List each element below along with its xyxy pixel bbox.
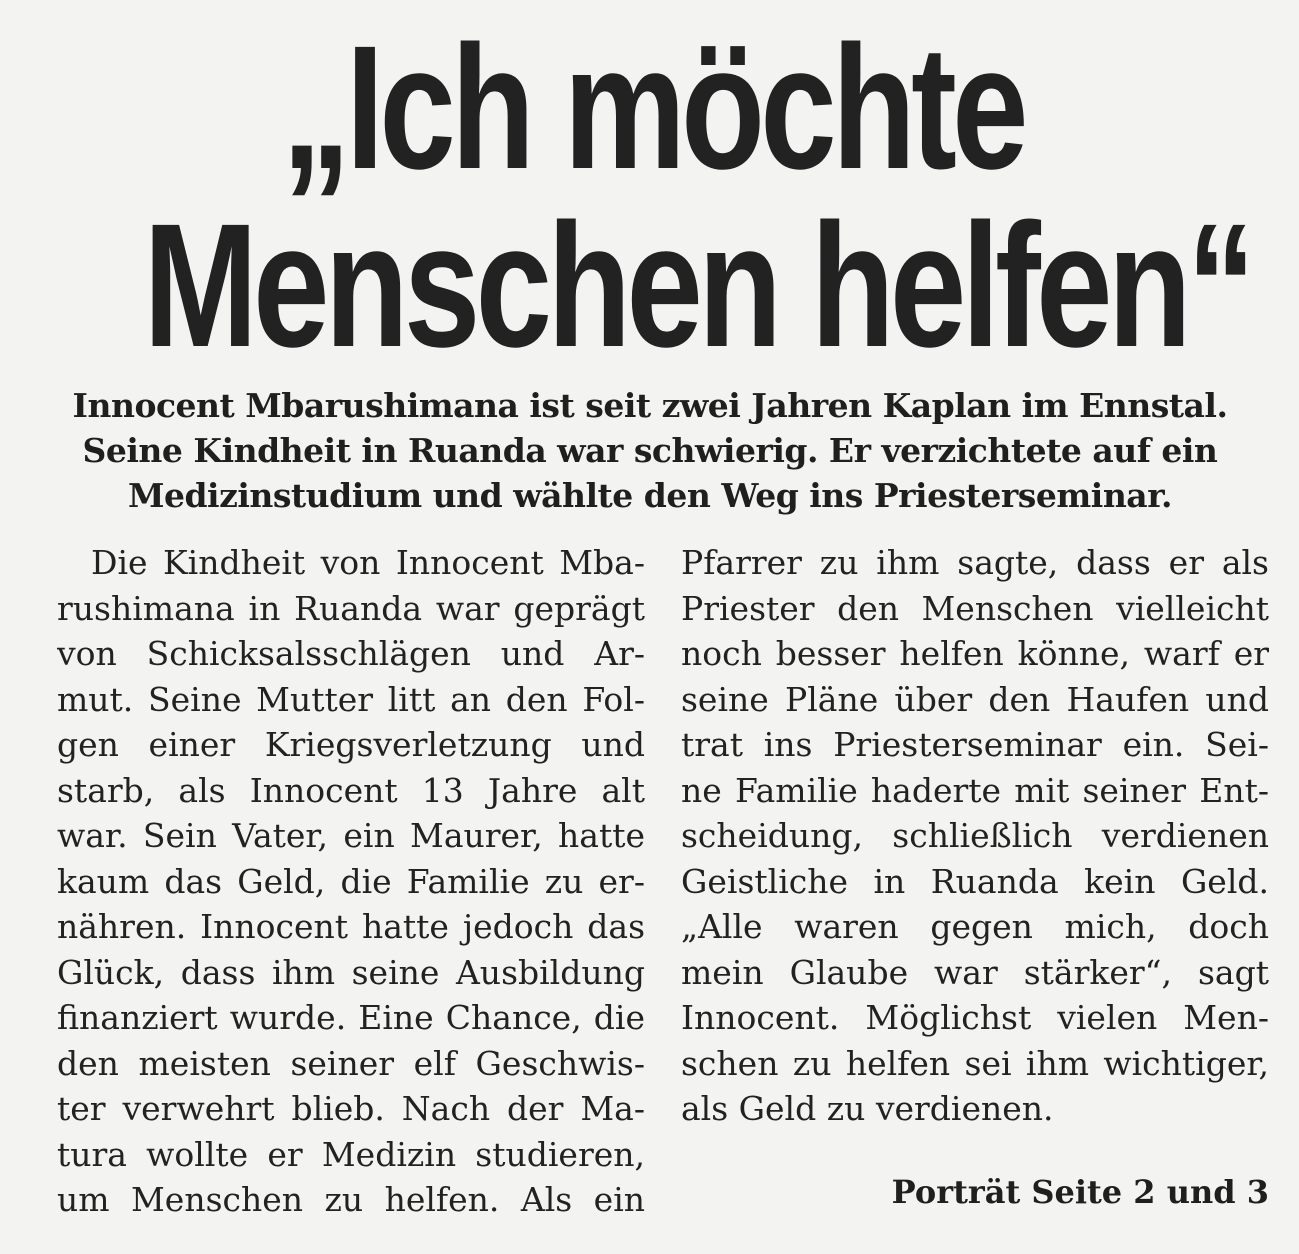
body-column-left <box>57 540 645 1223</box>
body-line: rushimana in Ruanda war geprägt <box>57 588 645 628</box>
body-line: finanziert wurde. Eine Chance, die <box>57 998 645 1037</box>
body-line: Glück, dass ihm seine Ausbildung <box>57 952 645 992</box>
body-line: als Geld zu verdienen. <box>681 1089 1054 1128</box>
body-line: ne Familie haderte mit seiner Ent- <box>681 770 1269 810</box>
body-line: schen zu helfen sei ihm wichtiger, <box>681 1043 1269 1083</box>
headline-line-2: Menschen helfen“ <box>143 188 1251 384</box>
body-line: mut. Seine Mutter litt an den Fol- <box>57 679 645 719</box>
body-line: „Alle waren gegen mich, doch <box>681 907 1269 946</box>
body-line: Pfarrer zu ihm sagte, dass er als <box>681 543 1269 582</box>
subheadline-line: Innocent Mbarushimana ist seit zwei Jahren Kaplan im Ennstal. <box>72 386 1228 425</box>
body-line: starb, als Innocent 13 Jahre alt <box>57 770 645 810</box>
subheadline-line: Medizinstudium und wählte den Weg ins Priesterseminar. <box>127 476 1173 515</box>
body-line: um Menschen zu helfen. Als ein <box>57 1180 645 1219</box>
body-line: war. Sein Vater, ein Maurer, hatte <box>57 816 645 855</box>
page-reference: Porträt Seite 2 und 3 <box>891 1173 1269 1211</box>
body-line: Die Kindheit von Innocent Mba- <box>91 543 645 582</box>
body-line: den meisten seiner elf Geschwis- <box>57 1043 645 1083</box>
subheadline-line: Seine Kindheit in Ruanda war schwierig. Er verzichtete auf ein <box>82 431 1218 470</box>
body-line: mein Glaube war stärker“, sagt <box>681 952 1269 992</box>
body-column-right <box>681 540 1269 1132</box>
body-line: kaum das Geld, die Familie zu er- <box>57 861 645 901</box>
body-line: Priester den Menschen vielleicht <box>681 588 1269 628</box>
headline-line-1: „Ich möchte <box>281 10 1024 206</box>
body-line: scheidung, schließlich verdienen <box>681 816 1269 855</box>
body-line: Innocent. Möglichst vielen Men- <box>681 998 1269 1037</box>
body-line: noch besser helfen könne, warf er <box>681 634 1269 673</box>
body-line: nähren. Innocent hatte jedoch das <box>57 907 645 946</box>
body-line: seine Pläne über den Haufen und <box>681 679 1269 719</box>
body-line: von Schicksalsschlägen und Ar- <box>57 634 645 673</box>
body-line: gen einer Kriegsverletzung und <box>57 725 645 764</box>
body-line: tura wollte er Medizin studieren, <box>57 1134 645 1174</box>
body-line: Geistliche in Ruanda kein Geld. <box>681 861 1269 901</box>
subheadline <box>30 383 1270 518</box>
body-line: ter verwehrt blieb. Nach der Ma- <box>57 1089 645 1128</box>
body-line: trat ins Priesterseminar ein. Sei- <box>681 725 1269 764</box>
